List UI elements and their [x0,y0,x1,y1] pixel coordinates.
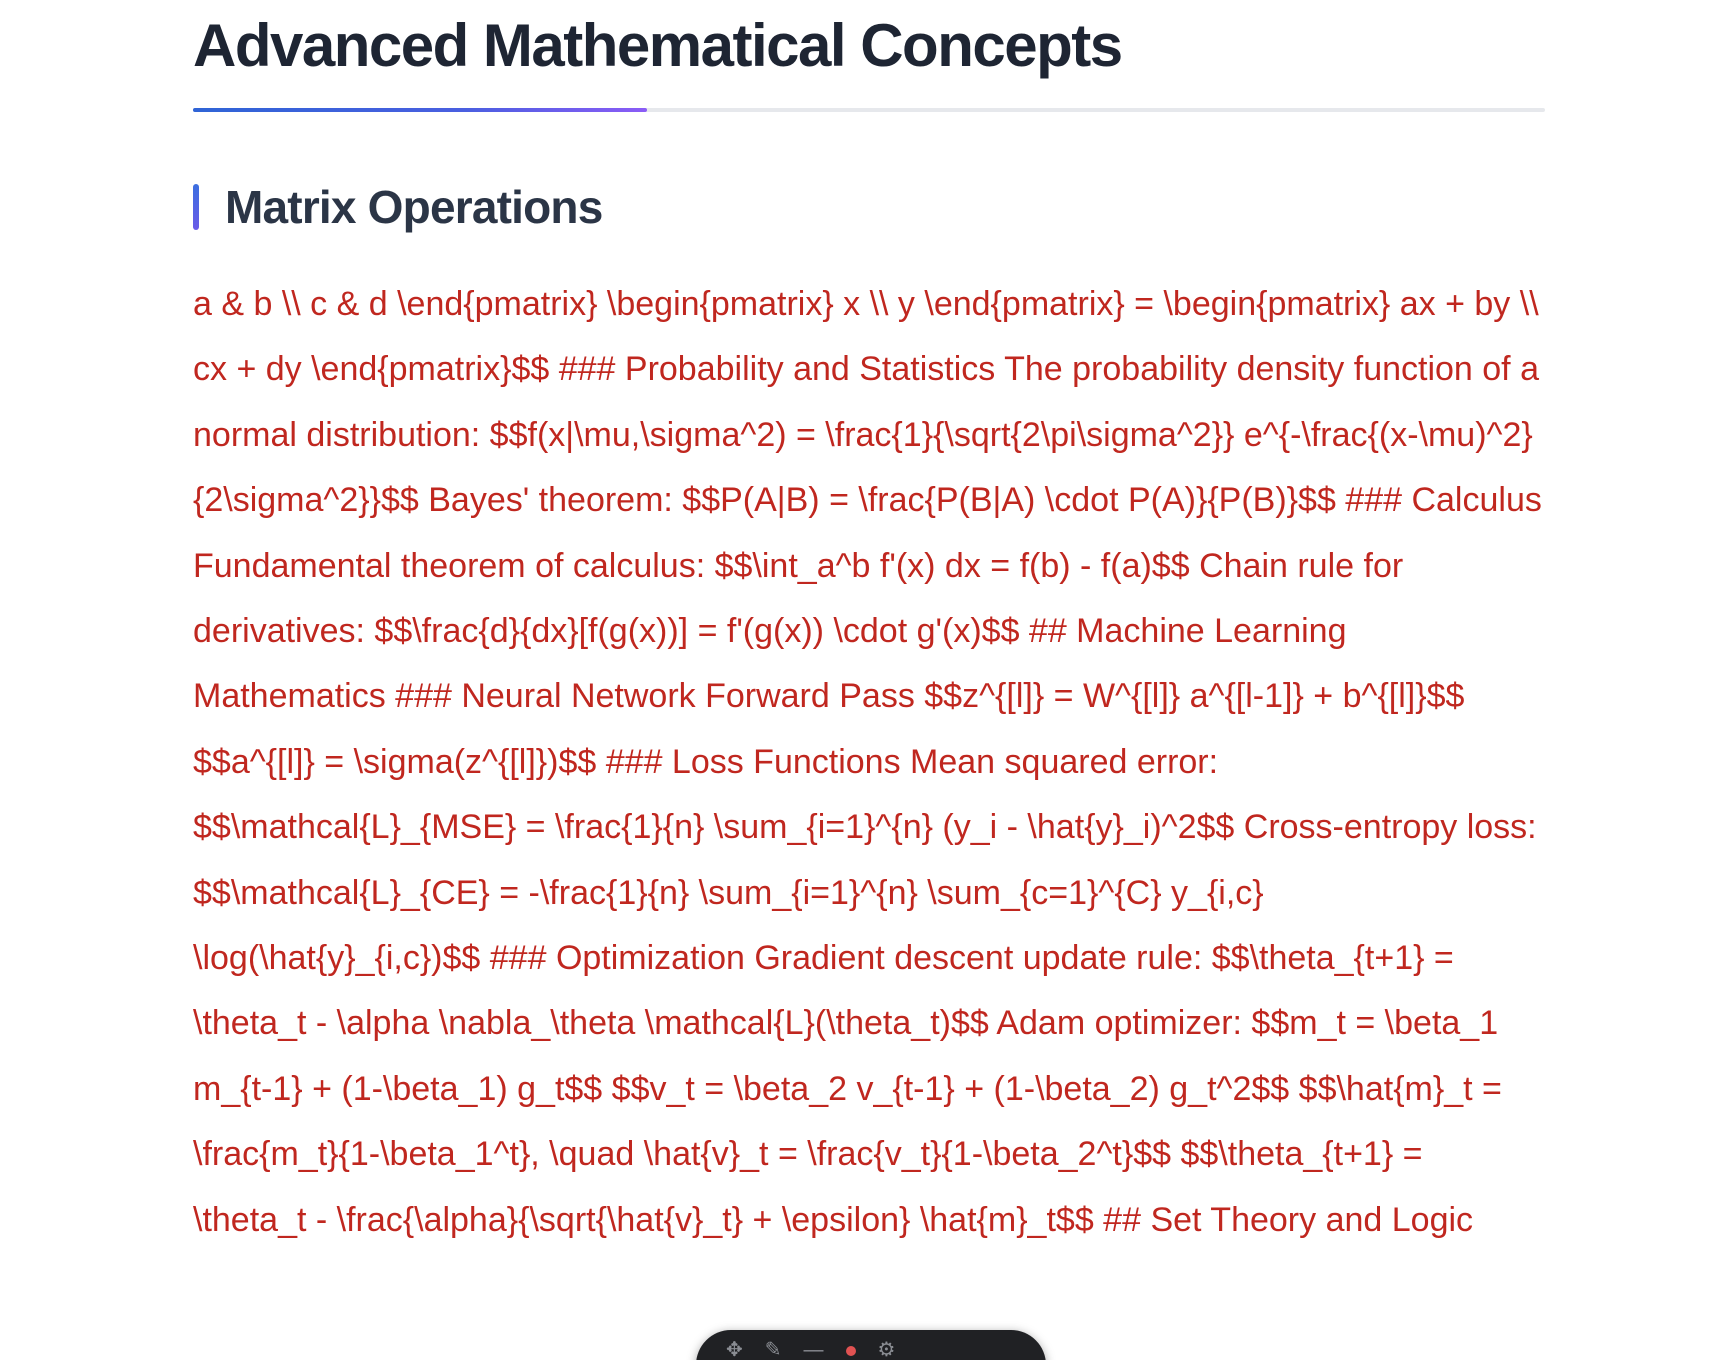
section-title: Matrix Operations [225,181,603,233]
title-divider-accent [193,108,647,112]
toolbar-minus-icon[interactable]: — [803,1339,824,1360]
document-content [193,0,1545,1253]
toolbar-position-icon[interactable]: ✥ [726,1339,743,1360]
toolbar-pen-icon[interactable]: ✎ [764,1339,782,1360]
title-divider [193,108,1545,112]
section-heading [193,180,1545,234]
raw-math-text: a & b \\ c & d \end{pmatrix} \begin{pmatrix} x \\ y \end{pmatrix} = \begin{pmatrix} ax + by \\ cx + dy \end{pmatrix}$$ ### Probability and Statistics The probability density function of a normal distribution: $$f(x|\mu,\sigma^2) = \frac{1}{\sqrt{2\pi\sigma^2}} e^{-\frac{(x-\mu)^2}{2\sigma^2}}$$ Bayes' theorem: $$P(A|B) = \frac{P(B|A) \cdot P(A)}{P(B)}$$ ### Calculus Fundamental theorem of calculus: $$\int_a^b f'(x) dx = f(b) - f(a)$$ Chain rule for derivatives: $$\frac{d}{dx}[f(g(x))] = f'(g(x)) \cdot g'(x)$$ ## Machine Learning Mathematics ### Neural Network Forward Pass $$z^{[l]} = W^{[l]} a^{[l-1]} + b^{[l]}$$ $$a^{[l]} = \sigma(z^{[l]})$$ ### Loss Functions Mean squared error: $$\mathcal{L}_{MSE} = \frac{1}{n} \sum_{i=1}^{n} (y_i - \hat{y}_i)^2$$ Cross-entropy loss: $$\mathcal{L}_{CE} = -\frac{1}{n} \sum_{i=1}^{n} \sum_{c=1}^{C} y_{i,c} \log(\hat{y}_{i,c})$$ ### Optimization Gradient descent update rule: $$\theta_{t+1} = \theta_t - \alpha \nabla_\theta \mathcal{L}(\theta_t)$$ Adam optimizer: $$m_t = \beta_1 m_{t-1} + (1-\beta_1) g_t$$ $$v_t = \beta_2 v_{t-1} + (1-\beta_2) g_t^2$$ $$\hat{m}_t = \frac{m_t}{1-\beta_1^t}, \quad \hat{v}_t = \frac{v_t}{1-\beta_2^t}$$ $$\theta_{t+1} = \theta_t - \frac{\alpha}{\sqrt{\hat{v}_t} + \epsilon} \hat{m}_t$$ ## Set Theory and Logic [193,285,1542,1239]
toolbar-settings-icon[interactable]: ⚙ [877,1339,896,1360]
recording-dot-icon [846,1346,856,1356]
floating-toolbar[interactable] [696,1330,1046,1360]
heading-accent-bar [193,184,199,230]
page-title: Advanced Mathematical Concepts [193,12,1122,79]
